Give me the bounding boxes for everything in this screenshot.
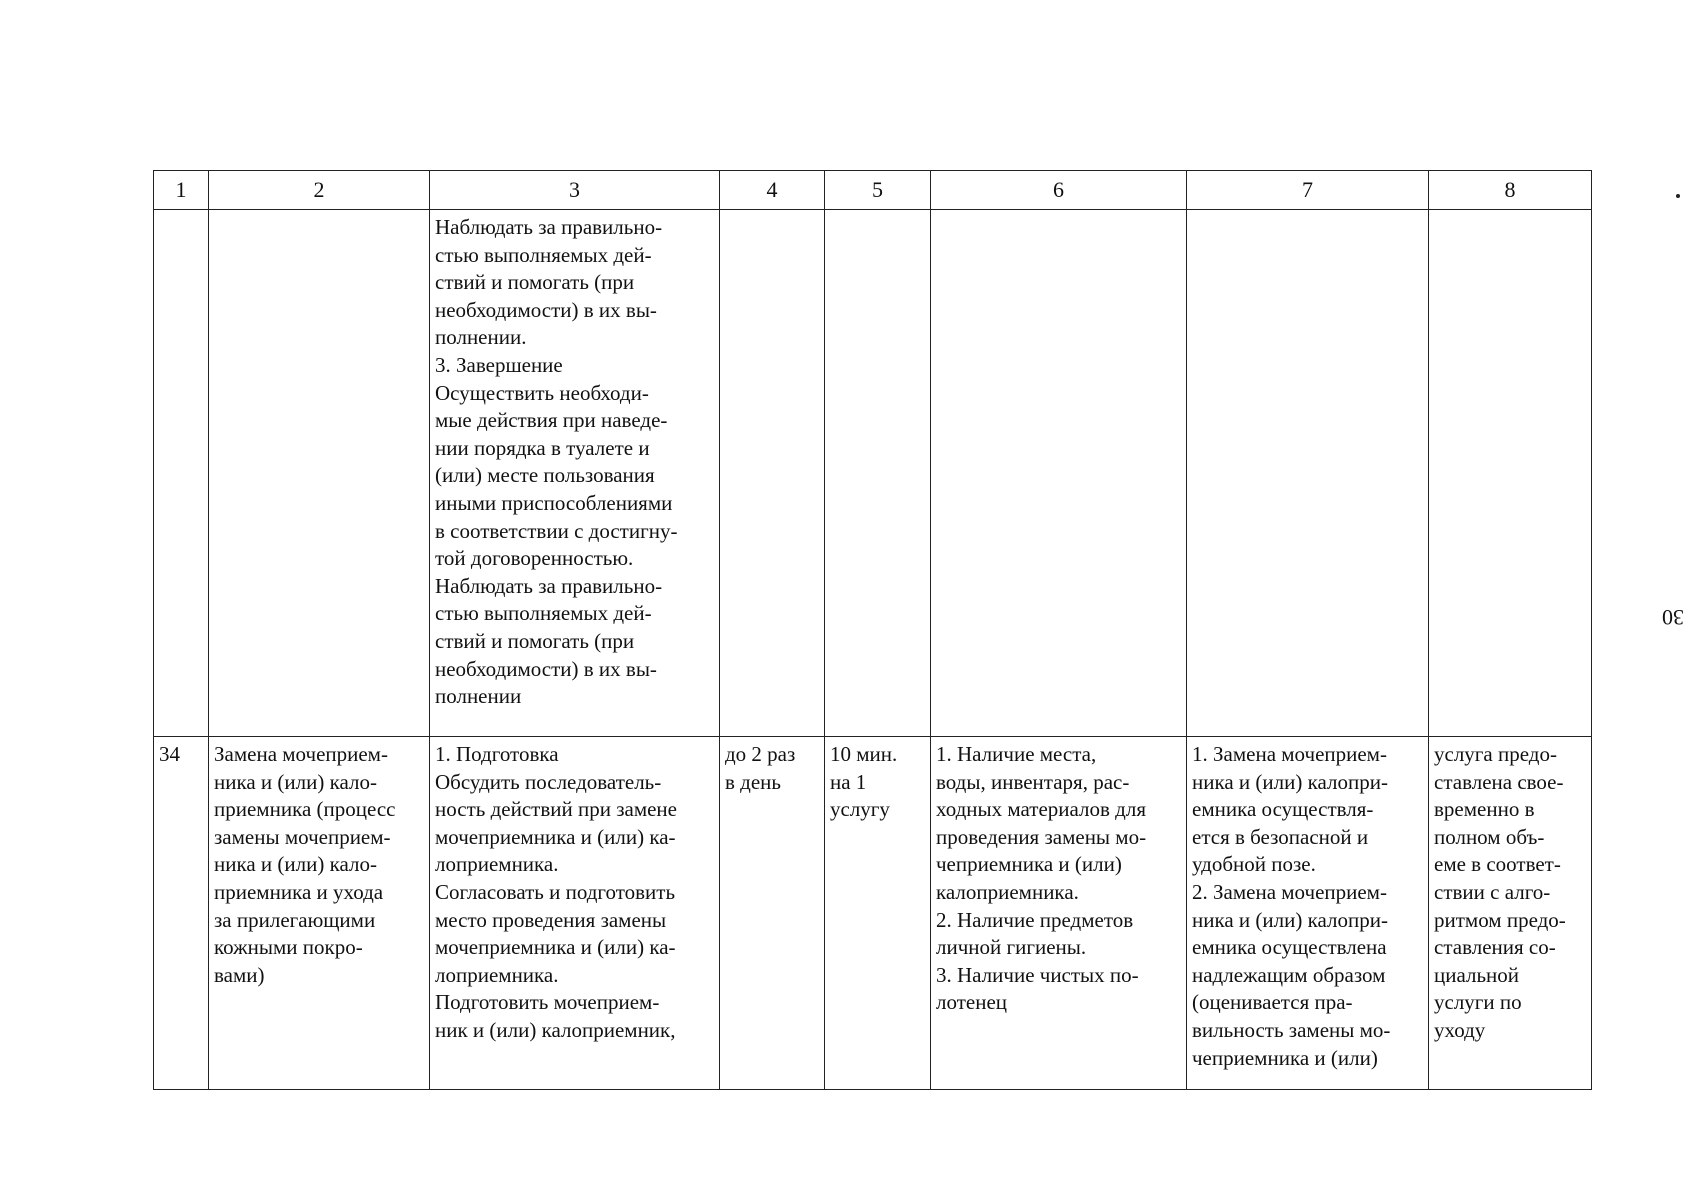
cell-text-line: циальной — [1434, 962, 1520, 987]
evaluation-cell — [1429, 210, 1592, 737]
cell-text-line: ствии с алго- — [1434, 879, 1551, 904]
column-number: 5 — [825, 171, 931, 210]
cell-text-line: услуги по — [1434, 990, 1522, 1015]
cell-text-line: необходимости) в их вы- — [435, 297, 657, 322]
cell-text-line: 2. Замена мочеприем- — [1192, 879, 1387, 904]
cell-text-line: 10 мин. — [830, 742, 898, 766]
time-norm-cell — [825, 210, 931, 737]
cell-text-line: услугу — [830, 797, 890, 822]
service-standard-table — [153, 170, 1592, 1090]
cell-text-line: мые действия при наведе- — [435, 408, 668, 433]
cell-text-line: приемника (процесс — [214, 797, 396, 822]
cell-text-line: воды, инвентаря, рас- — [936, 769, 1130, 794]
cell-text-line: замены мочеприем- — [214, 824, 391, 849]
cell-text-line: личной гигиены. — [936, 935, 1087, 960]
cell-text-line: мочеприемника и (или) ка- — [435, 824, 676, 849]
cell-text-line: за прилегающими — [214, 907, 376, 932]
column-number: 1 — [154, 171, 209, 210]
column-number: 7 — [1187, 171, 1429, 210]
cell-text-line: в соответствии с достигну- — [435, 518, 678, 543]
row-number-cell: 34 — [154, 737, 209, 1090]
cell-text-line: лоприемника. — [435, 852, 559, 877]
service-description-cell — [430, 210, 720, 737]
cell-text-line: Наблюдать за правильно- — [435, 215, 663, 239]
cell-text-line: вильность замены мо- — [1192, 1017, 1391, 1042]
cell-text-line: уходу — [1434, 1017, 1486, 1042]
quality-indicators-cell — [1187, 210, 1429, 737]
cell-text-line: полнении. — [435, 325, 527, 350]
periodicity-cell — [720, 737, 825, 1090]
service-description-cell — [430, 737, 720, 1090]
quality-indicators-cell — [1187, 737, 1429, 1090]
cell-text-line: емника осуществля- — [1192, 797, 1374, 822]
cell-text-line: нии порядка в туалете и — [435, 435, 650, 460]
cell-text-line: ставлена свое- — [1434, 769, 1564, 794]
cell-text-line: полном объ- — [1434, 824, 1545, 849]
conditions-cell — [931, 210, 1187, 737]
cell-text-line: емника осуществлена — [1192, 935, 1387, 960]
cell-text-line: чеприемника и (или) — [1192, 1045, 1378, 1070]
cell-text-line: лотенец — [936, 990, 1007, 1015]
cell-text-line: стью выполняемых дей- — [435, 242, 652, 267]
time-norm-cell — [825, 737, 931, 1090]
cell-text-line: Согласовать и подготовить — [435, 879, 676, 904]
cell-text-line: 1. Замена мочеприем- — [1192, 742, 1387, 766]
cell-text-line: ствий и помогать (при — [435, 628, 635, 653]
cell-text-line: стью выполняемых дей- — [435, 601, 652, 626]
cell-text-line: калоприемника. — [936, 879, 1079, 904]
cell-text-line: вами) — [214, 962, 265, 987]
table-row-continued — [154, 210, 1592, 737]
cell-text-line: еме в соответ- — [1434, 852, 1561, 877]
service-name-cell — [209, 737, 430, 1090]
cell-text-line: ритмом предо- — [1434, 907, 1566, 932]
cell-text-line: иными приспособлениями — [435, 490, 673, 515]
cell-text-line: 1. Подготовка — [435, 742, 559, 766]
cell-text-line: ходных материалов для — [936, 797, 1147, 822]
cell-text-line: Осуществить необходи- — [435, 380, 649, 405]
cell-text-line: 2. Наличие предметов — [936, 907, 1134, 932]
column-number: 8 — [1429, 171, 1592, 210]
cell-text-line: ника и (или) кало- — [214, 852, 377, 877]
cell-text-line: проведения замены мо- — [936, 824, 1147, 849]
cell-text-line: той договоренностью. — [435, 546, 634, 571]
evaluation-cell — [1429, 737, 1592, 1090]
cell-text-line: 3. Наличие чистых по- — [936, 962, 1139, 987]
cell-text-line: ется в безопасной и — [1192, 824, 1369, 849]
cell-text-line: до 2 раз — [725, 742, 796, 766]
cell-text-line: (или) месте пользования — [435, 463, 655, 488]
cell-text-line: ника и (или) калопри- — [1192, 769, 1388, 794]
cell-text-line: Обсудить последователь- — [435, 769, 662, 794]
cell-text-line: приемника и ухода — [214, 879, 384, 904]
cell-text-line: ника и (или) кало- — [214, 769, 377, 794]
cell-text-line: услуга предо- — [1434, 742, 1557, 766]
column-number-row — [154, 171, 1592, 210]
cell-text-line: (оценивается пра- — [1192, 990, 1353, 1015]
cell-text-line: лоприемника. — [435, 962, 559, 987]
cell-text-line: Наблюдать за правильно- — [435, 573, 663, 598]
column-number: 2 — [209, 171, 430, 210]
cell-text-line: Замена мочеприем- — [214, 742, 388, 766]
cell-text-line: ность действий при замене — [435, 797, 677, 822]
conditions-cell — [931, 737, 1187, 1090]
cell-text-line: мочеприемника и (или) ка- — [435, 935, 676, 960]
cell-text-line: на 1 — [830, 769, 867, 794]
cell-text-line: 1. Наличие места, — [936, 742, 1097, 766]
column-number: 6 — [931, 171, 1187, 210]
cell-text-line: ставления со- — [1434, 935, 1556, 960]
page-number: 30 — [1662, 605, 1684, 630]
cell-text-line: Подготовить мочеприем- — [435, 990, 660, 1015]
cell-text-line: надлежащим образом — [1192, 962, 1386, 987]
cell-text-line: ствий и помогать (при — [435, 270, 635, 295]
cell-text-line: в день — [725, 769, 781, 794]
cell-text-line: место проведения замены — [435, 907, 667, 932]
cell-text-line: необходимости) в их вы- — [435, 656, 657, 681]
row-number-cell — [154, 210, 209, 737]
cell-text-line: ника и (или) калопри- — [1192, 907, 1388, 932]
column-number: 4 — [720, 171, 825, 210]
cell-text-line: временно в — [1434, 797, 1535, 822]
margin-dot — [1676, 194, 1680, 198]
cell-text-line: кожными покро- — [214, 935, 363, 960]
table-row-34 — [154, 737, 1592, 1090]
periodicity-cell — [720, 210, 825, 737]
column-number: 3 — [430, 171, 720, 210]
cell-text-line: ник и (или) калоприемник, — [435, 1017, 676, 1042]
service-name-cell — [209, 210, 430, 737]
cell-text-line: 3. Завершение — [435, 352, 563, 377]
cell-text-line: полнении — [435, 684, 522, 709]
cell-text-line: удобной позе. — [1192, 852, 1316, 877]
cell-text-line: чеприемника и (или) — [936, 852, 1122, 877]
